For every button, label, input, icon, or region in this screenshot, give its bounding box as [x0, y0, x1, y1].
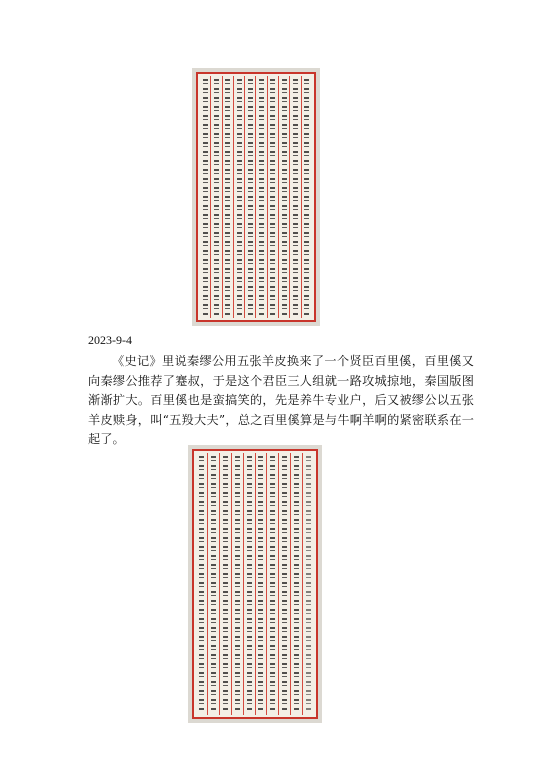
grid-column	[207, 453, 219, 715]
grid-column	[255, 453, 267, 715]
grid-column	[219, 453, 231, 715]
grid-column	[231, 453, 243, 715]
grid-column	[233, 76, 244, 318]
entry-date: 2023-9-4	[88, 333, 132, 347]
grid-column	[244, 76, 255, 318]
body-paragraph: 《史记》里说秦缪公用五张羊皮换来了一个贤臣百里傒，百里傒又向秦缪公推荐了蹇叔，于是这个君臣三人组就一路攻城掠地，秦国版图渐渐扩大。百里傒也是蛮搞笑的，先是养牛专业户，后又被缪公以五张羊皮赎身，叫“五羖大夫”，总之百里傒算是与牛啊羊啊的紧密联系在一起了。	[88, 354, 474, 446]
grid-column	[255, 76, 266, 318]
grid-column	[222, 76, 233, 318]
grid-column	[290, 453, 302, 715]
grid-column	[266, 453, 278, 715]
calligraphy-image-bottom	[188, 445, 322, 723]
calligraphy-image-top	[192, 68, 320, 326]
calligraphy-paper	[192, 449, 318, 719]
grid-column	[302, 453, 314, 715]
calligraphy-paper	[196, 72, 316, 322]
grid-column	[243, 453, 255, 715]
grid-column	[210, 76, 221, 318]
grid-column	[200, 76, 210, 318]
grid-column	[301, 76, 312, 318]
grid-columns	[200, 76, 312, 318]
grid-column	[289, 76, 300, 318]
grid-column	[267, 76, 278, 318]
grid-column	[196, 453, 207, 715]
grid-column	[278, 453, 290, 715]
grid-columns	[196, 453, 314, 715]
grid-column	[278, 76, 289, 318]
